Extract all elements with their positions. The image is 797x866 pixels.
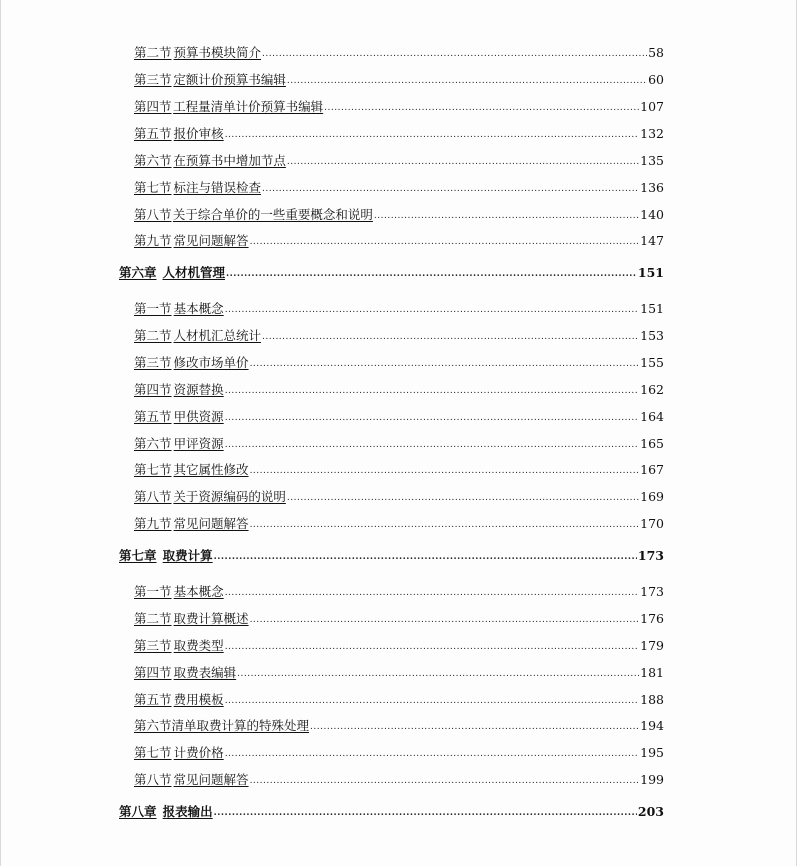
toc-entry-title: 取费类型 <box>173 638 224 653</box>
toc-entry[interactable] <box>134 636 664 654</box>
dot-leader <box>262 180 639 196</box>
toc-entry-label: 第五节 <box>134 409 172 424</box>
toc-entry[interactable] <box>134 663 664 681</box>
toc-entry-label: 第三节 <box>134 638 172 653</box>
toc-chapter-label: 第七章 <box>119 548 157 563</box>
toc-entry-label: 第九节 <box>134 233 172 248</box>
dot-leader <box>226 265 637 281</box>
toc-entry-title: 费用模板 <box>173 692 224 707</box>
toc-entry[interactable] <box>134 205 664 223</box>
toc-entry-title: 关于综合单价的一些重要概念和说明 <box>172 207 373 222</box>
toc-entry-page: 164 <box>640 409 664 424</box>
toc-entry-label: 第七节 <box>134 180 172 195</box>
dot-leader <box>225 301 639 317</box>
toc-entry-label: 第六节 <box>134 718 172 733</box>
toc-chapter-page: 203 <box>637 804 664 819</box>
toc-entry[interactable] <box>134 326 664 344</box>
dot-leader <box>250 462 640 478</box>
toc-entry-title: 在预算书中增加节点 <box>173 153 286 168</box>
dot-leader <box>310 718 639 734</box>
dot-leader <box>287 72 647 88</box>
toc-entry-title: 常见问题解答 <box>173 233 249 248</box>
toc-entry-label: 第五节 <box>134 126 172 141</box>
toc-entry-page: 136 <box>640 180 664 195</box>
dot-leader <box>225 409 639 425</box>
toc-entry-label: 第九节 <box>134 516 172 531</box>
toc-entry-page: 151 <box>640 301 664 316</box>
toc-entry-label: 第八节 <box>134 772 172 787</box>
toc-chapter-page: 173 <box>637 548 664 563</box>
dot-leader <box>324 99 639 115</box>
toc-chapter-entry[interactable] <box>119 546 664 564</box>
toc-entry[interactable] <box>134 70 664 88</box>
dot-leader <box>250 772 640 788</box>
dot-leader <box>262 328 639 344</box>
toc-entry[interactable] <box>134 178 664 196</box>
dot-leader <box>250 611 640 627</box>
dot-leader <box>262 45 647 61</box>
toc-entry[interactable] <box>134 124 664 142</box>
toc-entry-page: 153 <box>640 328 664 343</box>
dot-leader <box>214 804 637 820</box>
toc-entry[interactable] <box>134 716 664 734</box>
toc-chapter-title: 取费计算 <box>162 548 213 563</box>
dot-leader <box>250 355 640 371</box>
toc-entry-page: 167 <box>640 462 664 477</box>
toc-chapter-entry[interactable] <box>119 263 664 281</box>
page-edge-left <box>0 0 1 866</box>
toc-entry[interactable] <box>134 380 664 398</box>
toc-entry-page: 181 <box>640 665 664 680</box>
toc-entry[interactable] <box>134 407 664 425</box>
toc-entry-title: 取费表编辑 <box>173 665 237 680</box>
toc-entry-title: 清单取费计算的特殊处理 <box>171 718 310 733</box>
toc-entry-title: 基本概念 <box>173 584 224 599</box>
toc-entry-page: 173 <box>640 584 664 599</box>
toc-entry-label: 第三节 <box>134 72 172 87</box>
toc-entry-label: 第二节 <box>134 45 172 60</box>
toc-entry-title: 标注与错误检查 <box>173 180 261 195</box>
toc-entry-title: 资源替换 <box>173 382 224 397</box>
dot-leader <box>225 126 639 142</box>
toc-entry-title: 基本概念 <box>173 301 224 316</box>
toc-entry-label: 第八节 <box>134 207 172 222</box>
toc-entry[interactable] <box>134 460 664 478</box>
toc-entry-page: 176 <box>640 611 664 626</box>
toc-entry[interactable] <box>134 514 664 532</box>
dot-leader <box>374 207 639 223</box>
toc-entry-title: 定额计价预算书编辑 <box>173 72 286 87</box>
toc-entry-page: 60 <box>648 72 664 87</box>
toc-entry-label: 第四节 <box>134 665 172 680</box>
dot-leader <box>214 548 637 564</box>
toc-entry-title: 甲供资源 <box>173 409 224 424</box>
toc-entry-page: 155 <box>640 355 664 370</box>
dot-leader <box>225 638 639 654</box>
toc-entry-page: 169 <box>640 489 664 504</box>
toc-entry[interactable] <box>134 151 664 169</box>
dot-leader <box>225 692 639 708</box>
toc-entry[interactable] <box>134 487 664 505</box>
dot-leader <box>225 584 639 600</box>
toc-entry-label: 第四节 <box>134 382 172 397</box>
toc-entry-page: 140 <box>640 207 664 222</box>
toc-entry[interactable] <box>134 690 664 708</box>
toc-entry[interactable] <box>134 434 664 452</box>
toc-entry-title: 其它属性修改 <box>173 462 249 477</box>
toc-entry-page: 170 <box>640 516 664 531</box>
toc-entry-label: 第八节 <box>134 489 172 504</box>
toc-entry[interactable] <box>134 299 664 317</box>
toc-entry-label: 第六节 <box>134 153 172 168</box>
toc-entry[interactable] <box>134 609 664 627</box>
toc-entry-page: 194 <box>640 718 664 733</box>
toc-entry[interactable] <box>134 353 664 371</box>
toc-entry-label: 第一节 <box>134 584 172 599</box>
toc-entry-label: 第一节 <box>134 301 172 316</box>
toc-chapter-title: 报表输出 <box>162 804 213 819</box>
toc-entry-page: 132 <box>640 126 664 141</box>
dot-leader <box>225 745 639 761</box>
toc-entry[interactable] <box>134 582 664 600</box>
toc-entry-title: 报价审核 <box>173 126 224 141</box>
dot-leader <box>250 516 640 532</box>
toc-entry-label: 第三节 <box>134 355 172 370</box>
toc-entry-page: 58 <box>648 45 664 60</box>
toc-entry[interactable] <box>134 743 664 761</box>
toc-entry-title: 工程量清单计价预算书编辑 <box>173 99 324 114</box>
toc-chapter-page: 151 <box>637 265 664 280</box>
dot-leader <box>225 382 639 398</box>
dot-leader <box>225 436 639 452</box>
toc-entry-page: 188 <box>640 692 664 707</box>
toc-entry-page: 199 <box>640 772 664 787</box>
toc-entry-title: 甲评资源 <box>173 436 224 451</box>
toc-chapter-entry[interactable] <box>119 802 664 820</box>
toc-entry-label: 第七节 <box>134 462 172 477</box>
toc-entry-label: 第七节 <box>134 745 172 760</box>
toc-chapter-label: 第六章 <box>119 265 157 280</box>
toc-entry[interactable] <box>134 97 664 115</box>
toc-entry-title: 人材机汇总统计 <box>173 328 261 343</box>
toc-chapter-title: 人材机管理 <box>162 265 225 280</box>
toc-entry-label: 第五节 <box>134 692 172 707</box>
toc-entry-page: 107 <box>640 99 664 114</box>
dot-leader <box>287 153 639 169</box>
dot-leader <box>287 489 639 505</box>
toc-entry-title: 计费价格 <box>173 745 224 760</box>
toc-entry-page: 179 <box>640 638 664 653</box>
toc-entry-title: 修改市场单价 <box>173 355 249 370</box>
toc-entry[interactable] <box>134 231 664 249</box>
toc-entry-page: 135 <box>640 153 664 168</box>
toc-entry-title: 关于资源编码的说明 <box>173 489 286 504</box>
dot-leader <box>237 665 639 681</box>
toc-entry-label: 第二节 <box>134 611 172 626</box>
toc-entry[interactable] <box>134 770 664 788</box>
toc-entry-label: 第六节 <box>134 436 172 451</box>
toc-entry-label: 第四节 <box>134 99 172 114</box>
toc-entry-page: 162 <box>640 382 664 397</box>
dot-leader <box>250 233 640 249</box>
toc-entry-page: 147 <box>640 233 664 248</box>
toc-entry[interactable] <box>134 43 664 61</box>
toc-entry-page: 165 <box>640 436 664 451</box>
toc-chapter-label: 第八章 <box>119 804 157 819</box>
toc-entry-title: 取费计算概述 <box>173 611 249 626</box>
toc-entry-page: 195 <box>640 745 664 760</box>
toc-entry-title: 预算书模块简介 <box>173 45 262 60</box>
toc-entry-title: 常见问题解答 <box>173 772 249 787</box>
toc-entry-label: 第二节 <box>134 328 172 343</box>
toc-entry-title: 常见问题解答 <box>173 516 249 531</box>
